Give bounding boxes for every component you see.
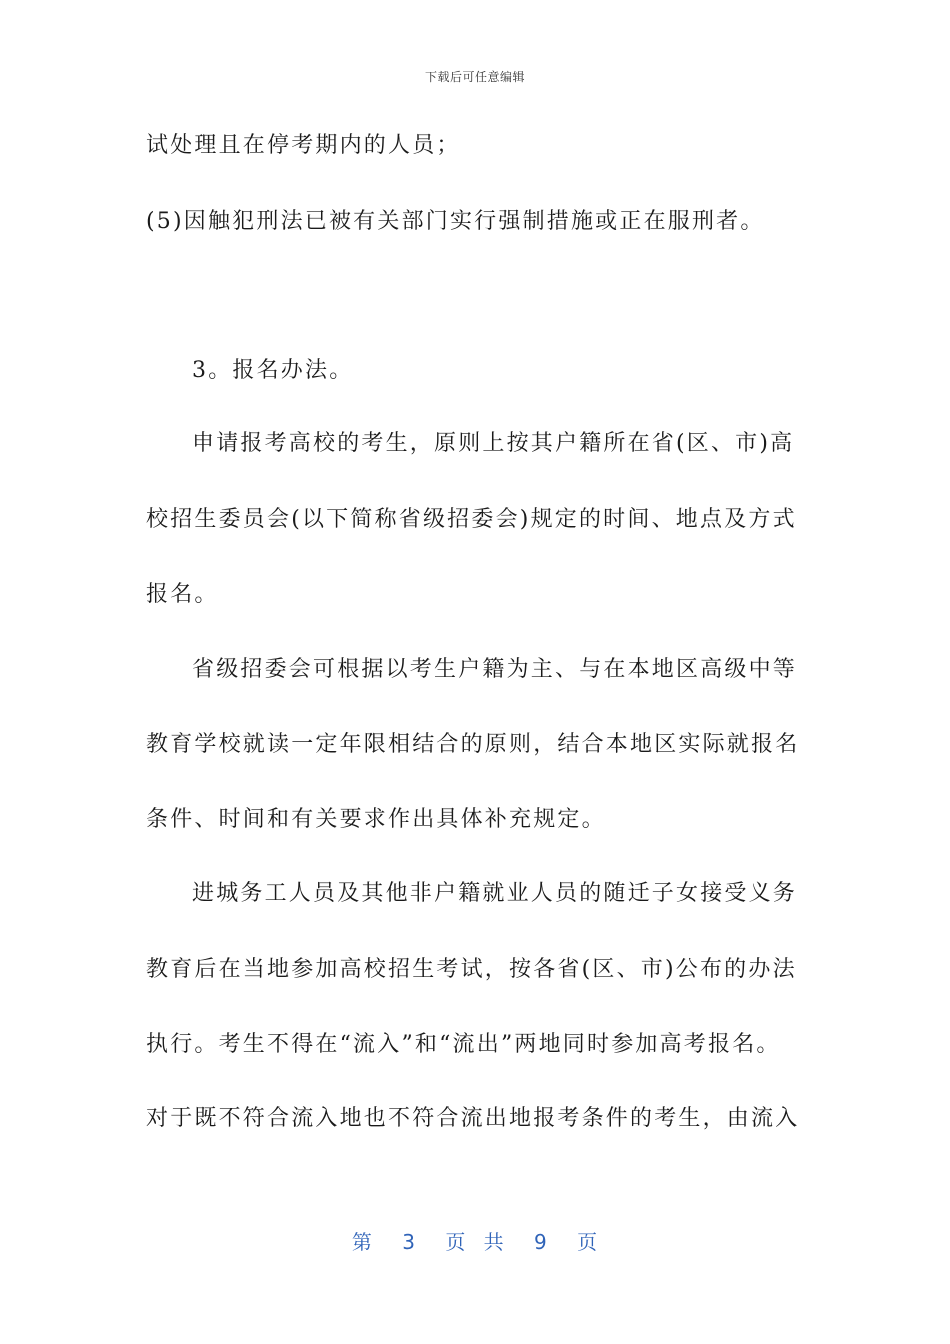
header-note: 下载后可任意编辑 [424, 70, 525, 84]
page-label-prefix: 第 [351, 1230, 373, 1254]
body-line: 报名。 [146, 582, 219, 607]
page-label-mid: 页 共 [445, 1230, 505, 1254]
body-line: 省级招委会可根据以考生户籍为主、与在本地区高级中等 [192, 657, 798, 682]
current-page-number: 3 [402, 1230, 416, 1254]
section-heading: 3。报名办法。 [192, 358, 354, 383]
body-line: 执行。考生不得在“流入”和“流出”两地同时参加高考报名。 [146, 1032, 781, 1057]
page-label-suffix: 页 [577, 1230, 599, 1254]
body-line: 条件、时间和有关要求作出具体补充规定。 [146, 807, 606, 832]
page-footer [0, 1226, 950, 1255]
body-line: (5)因触犯刑法已被有关部门实行强制措施或正在服刑者。 [146, 209, 765, 234]
body-line: 进城务工人员及其他非户籍就业人员的随迁子女接受义务 [192, 881, 798, 906]
body-line: 对于既不符合流入地也不符合流出地报考条件的考生，由流入 [146, 1106, 800, 1131]
body-line: 教育学校就读一定年限相结合的原则，结合本地区实际就报名 [146, 732, 800, 757]
body-line: 申请报考高校的考生，原则上按其户籍所在省(区、市)高 [192, 431, 795, 456]
total-pages-number: 9 [534, 1230, 548, 1254]
body-line: 试处理且在停考期内的人员； [146, 133, 461, 158]
body-line: 教育后在当地参加高校招生考试，按各省(区、市)公布的办法 [146, 957, 797, 982]
body-line: 校招生委员会(以下简称省级招委会)规定的时间、地点及方式 [146, 507, 797, 532]
